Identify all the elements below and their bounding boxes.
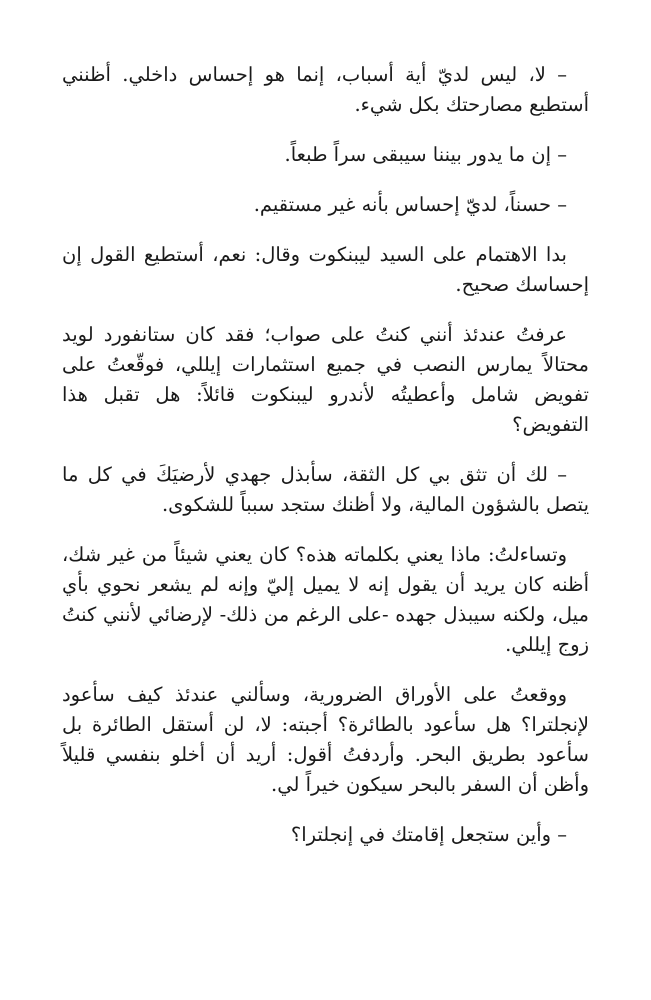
paragraph: ووقعتُ على الأوراق الضرورية، وسألني عندئذ كيف سأعود لإنجلترا؟ هل سأعود بالطائرة؟ أجبته: لا، لن أستقل الطائرة بل سأعود بطريق البحر. وأردفتُ أقول: أريد أن أخلو بنفسي قليلاً وأظن أن السفر بالبحر سيكون خيراً لي.: [62, 683, 589, 796]
paragraph: – وأين ستجعل إقامتك في إنجلترا؟: [290, 823, 567, 846]
paragraph: بدا الاهتمام على السيد ليبنكوت وقال: نعم، أستطيع القول إن إحساسك صحيح.: [62, 243, 589, 296]
paragraph: – لك أن تثق بي كل الثقة، سأبذل جهدي لأرضيَكَ في كل ما يتصل بالشؤون المالية، ولا أظنك ستجد سبباً للشكوى.: [62, 463, 589, 516]
paragraph: وتساءلتُ: ماذا يعني بكلماته هذه؟ كان يعني شيئاً من غير شك، أظنه كان يريد أن يقول إنه لا يميل إليّ وإنه لم يشعر نحوي بأي ميل، ولكنه سيبذل جهده -على الرغم من ذلك- لإرضائي لأنني كنتُ زوج إيللي.: [62, 543, 589, 656]
page-body: [62, 60, 589, 870]
paragraph: – إن ما يدور بيننا سيبقى سراً طبعاً.: [284, 143, 567, 166]
paragraph: – لا، ليس لديّ أية أسباب، إنما هو إحساس داخلي. أظنني أستطيع مصارحتك بكل شيء.: [62, 63, 589, 116]
paragraph: – حسناً، لديّ إحساس بأنه غير مستقيم.: [253, 193, 567, 216]
paragraph: عرفتُ عندئذ أنني كنتُ على صواب؛ فقد كان ستانفورد لويد محتالاً يمارس النصب في جميع استثمارات إيللي، فوقّعتُ على تفويض شامل وأعطيتُه لأندرو ليبنكوت قائلاً: هل تقبل هذا التفويض؟: [62, 323, 589, 436]
